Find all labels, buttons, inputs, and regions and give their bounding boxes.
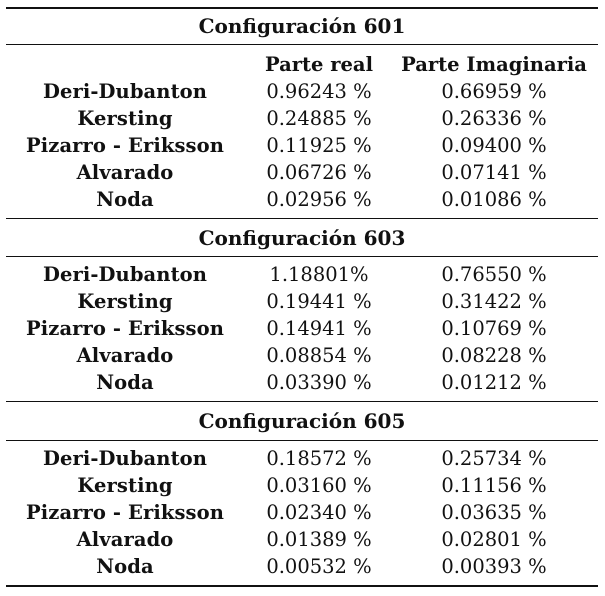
table-row	[6, 446, 598, 472]
section-divider	[6, 401, 598, 402]
section-title-601: Configuración 601	[198, 14, 406, 38]
top-rule	[6, 7, 598, 9]
real-part-value: 0.03390 %	[266, 371, 372, 394]
method-name: Kersting	[77, 474, 173, 497]
table-row	[6, 133, 598, 159]
method-name: Alvarado	[76, 161, 174, 184]
real-part-value: 0.14941 %	[266, 317, 372, 340]
imaginary-part-value: 0.01086 %	[441, 188, 547, 211]
imaginary-part-value: 0.00393 %	[441, 555, 547, 578]
real-part-value: 0.06726 %	[266, 161, 372, 184]
table-row	[6, 527, 598, 553]
section-rule-603	[6, 256, 598, 257]
imaginary-part-value: 0.03635 %	[441, 501, 547, 524]
imaginary-part-value: 0.31422 %	[441, 290, 547, 313]
method-name: Deri-Dubanton	[42, 263, 208, 286]
column-header-row	[6, 52, 598, 78]
method-name: Pizarro - Eriksson	[26, 134, 224, 157]
method-name: Alvarado	[76, 344, 174, 367]
table-row	[6, 160, 598, 186]
imaginary-part-value: 0.09400 %	[441, 134, 547, 157]
table-row	[6, 370, 598, 396]
section-title-603: Configuración 603	[198, 226, 406, 250]
method-name: Kersting	[77, 290, 173, 313]
table-row	[6, 187, 598, 213]
imaginary-part-value: 0.07141 %	[441, 161, 547, 184]
table-row	[6, 343, 598, 369]
method-name: Alvarado	[76, 528, 174, 551]
column-header-imaginary: Parte Imaginaria	[401, 53, 587, 76]
imaginary-part-value: 0.25734 %	[441, 447, 547, 470]
real-part-value: 0.18572 %	[266, 447, 372, 470]
imaginary-part-value: 0.11156 %	[441, 474, 547, 497]
table-row	[6, 554, 598, 580]
bottom-rule	[6, 585, 598, 587]
real-part-value: 0.19441 %	[266, 290, 372, 313]
method-name: Pizarro - Eriksson	[26, 501, 224, 524]
method-name: Deri-Dubanton	[42, 447, 208, 470]
section-divider	[6, 218, 598, 219]
method-name: Kersting	[77, 107, 173, 130]
table-row	[6, 106, 598, 132]
imaginary-part-value: 0.02801 %	[441, 528, 547, 551]
imaginary-part-value: 0.26336 %	[441, 107, 547, 130]
table-row	[6, 289, 598, 315]
real-part-value: 1.18801%	[269, 263, 369, 286]
method-name: Noda	[96, 555, 154, 578]
table-row	[6, 473, 598, 499]
section-title-605: Configuración 605	[198, 409, 406, 433]
imaginary-part-value: 0.10769 %	[441, 317, 547, 340]
real-part-value: 0.08854 %	[266, 344, 372, 367]
column-header-real: Parte real	[265, 53, 373, 76]
table-row	[6, 316, 598, 342]
real-part-value: 0.00532 %	[266, 555, 372, 578]
section-rule-601	[6, 44, 598, 45]
method-name: Noda	[96, 371, 154, 394]
imaginary-part-value: 0.01212 %	[441, 371, 547, 394]
imaginary-part-value: 0.66959 %	[441, 80, 547, 103]
table-row	[6, 500, 598, 526]
real-part-value: 0.11925 %	[266, 134, 372, 157]
real-part-value: 0.03160 %	[266, 474, 372, 497]
real-part-value: 0.96243 %	[266, 80, 372, 103]
real-part-value: 0.01389 %	[266, 528, 372, 551]
method-name: Pizarro - Eriksson	[26, 317, 224, 340]
table-row	[6, 79, 598, 105]
real-part-value: 0.24885 %	[266, 107, 372, 130]
method-name: Noda	[96, 188, 154, 211]
imaginary-part-value: 0.08228 %	[441, 344, 547, 367]
method-name: Deri-Dubanton	[42, 80, 208, 103]
real-part-value: 0.02956 %	[266, 188, 372, 211]
section-rule-605	[6, 440, 598, 441]
imaginary-part-value: 0.76550 %	[441, 263, 547, 286]
table-row	[6, 262, 598, 288]
real-part-value: 0.02340 %	[266, 501, 372, 524]
